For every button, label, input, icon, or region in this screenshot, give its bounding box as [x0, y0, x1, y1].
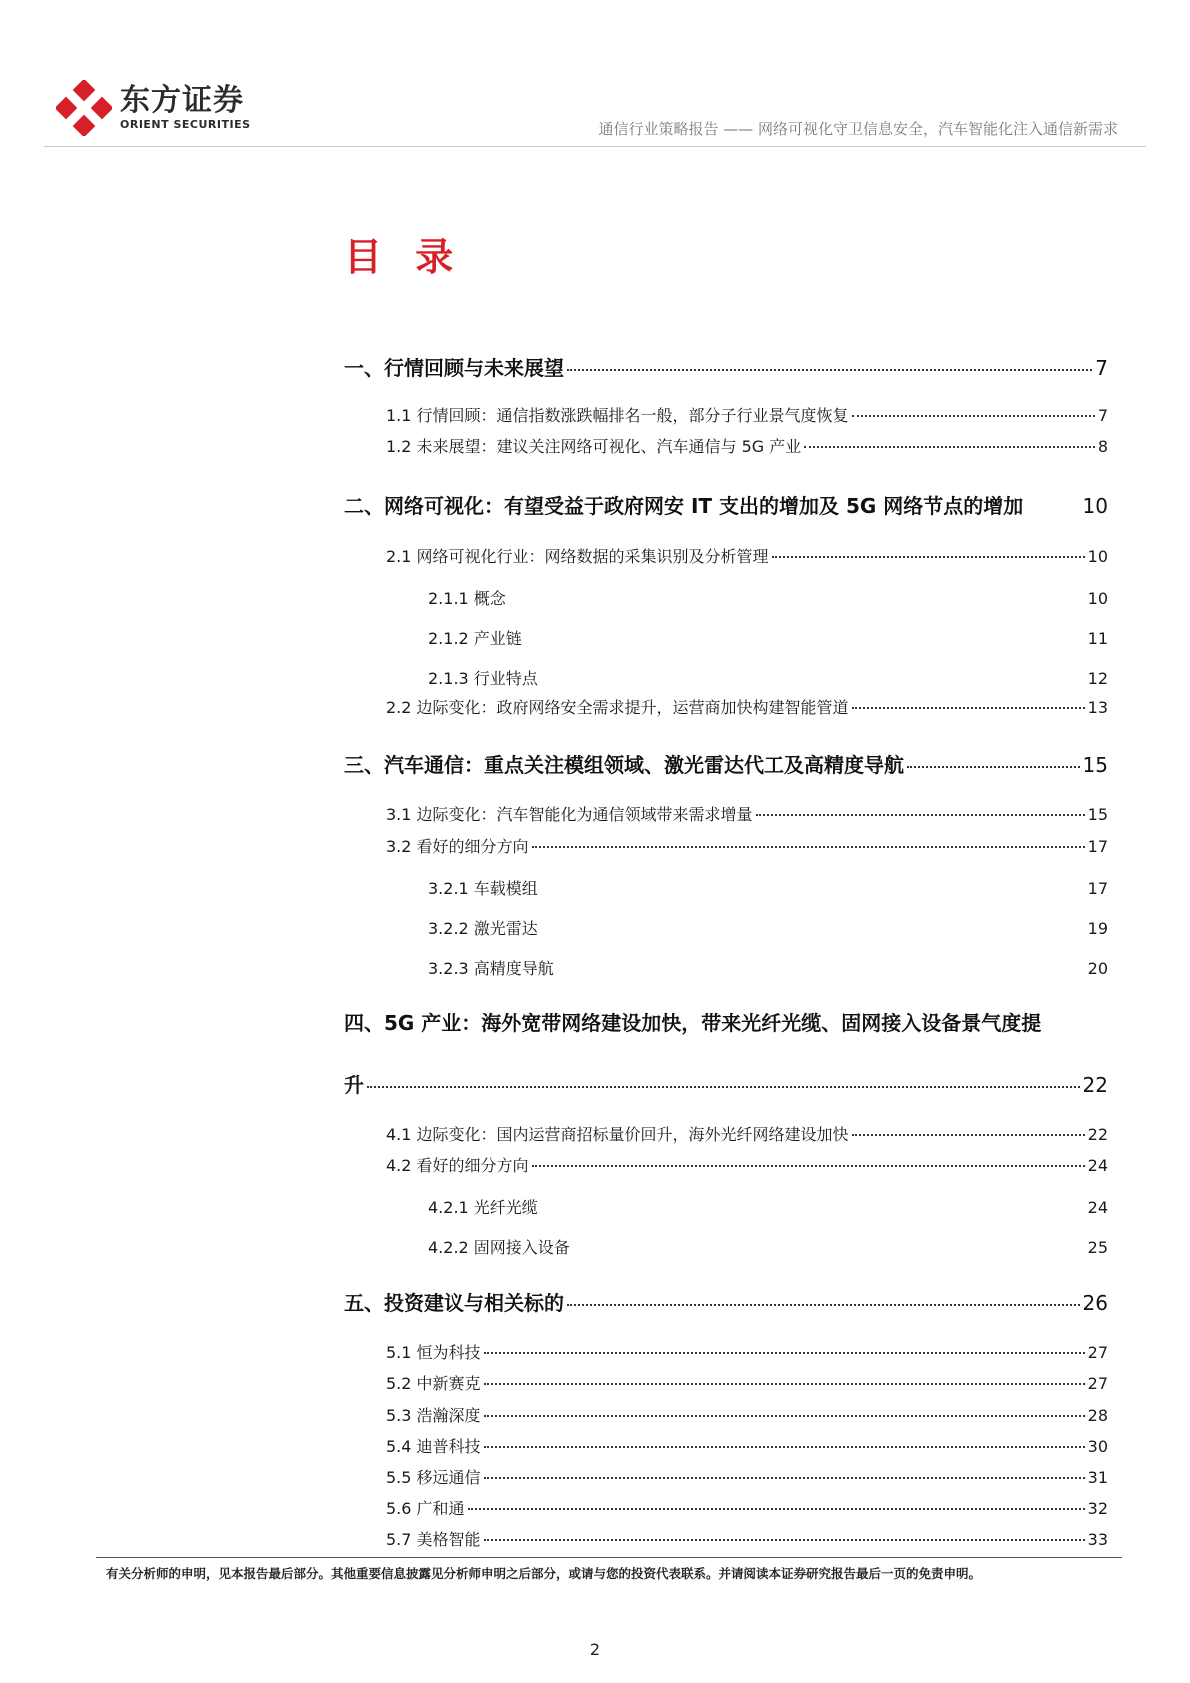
toc-entry-1-1[interactable]: [386, 403, 1108, 426]
toc-entry-page: 17: [1087, 837, 1108, 856]
toc-entry-page: 24: [1087, 1198, 1108, 1217]
toc-entry-2-2[interactable]: [386, 695, 1108, 718]
toc-entry-page: 26: [1082, 1291, 1108, 1315]
toc-entry-text: 3.1 边际变化：汽车智能化为通信领域带来需求增量: [386, 805, 753, 824]
leader-dots: [852, 1134, 1085, 1136]
toc-entry-text: 4.1 边际变化：国内运营商招标量价回升，海外光纤网络建设加快: [386, 1125, 849, 1144]
orient-securities-logo-icon: [56, 80, 112, 136]
toc-entry-5-3[interactable]: [386, 1403, 1108, 1426]
toc-entry-page: 33: [1087, 1530, 1108, 1549]
toc-entry-text: 4.2.2 固网接入设备: [428, 1238, 570, 1257]
toc-entry-page: 22: [1082, 1073, 1108, 1097]
leader-dots: [484, 1415, 1085, 1417]
toc-entry-text: 四、5G 产业：海外宽带网络建设加快，带来光纤光缆、固网接入设备景气度提: [344, 1011, 1042, 1035]
toc-entry-chapter-5[interactable]: [344, 1287, 1108, 1316]
toc-entry-text: 1.2 未来展望：建议关注网络可视化、汽车通信与 5G 产业: [386, 437, 802, 456]
toc-entry-3-2-1[interactable]: [428, 876, 1108, 899]
leader-dots: [484, 1446, 1085, 1448]
toc-entry-page: 11: [1087, 629, 1108, 648]
toc-entry-chapter-4-line2[interactable]: [344, 1069, 1108, 1098]
toc-entry-chapter-3[interactable]: [344, 749, 1108, 778]
leader-dots: [367, 1086, 1080, 1088]
toc-entry-2-1-1[interactable]: [428, 586, 1108, 609]
toc-entry-text: 一、行情回顾与未来展望: [344, 356, 564, 380]
toc-entry-text: 5.6 广和通: [386, 1499, 465, 1518]
toc-entry-page: 32: [1087, 1499, 1108, 1518]
toc-entry-page: 17: [1087, 879, 1108, 898]
toc-entry-page: 27: [1087, 1374, 1108, 1393]
toc-entry-page: 28: [1087, 1406, 1108, 1425]
toc-entry-text: 五、投资建议与相关标的: [344, 1291, 564, 1315]
leader-dots: [484, 1352, 1085, 1354]
toc-entry-5-1[interactable]: [386, 1340, 1108, 1363]
toc-entry-page: 7: [1095, 356, 1108, 380]
toc-entry-chapter-1[interactable]: [344, 352, 1108, 381]
toc-entry-page: 22: [1087, 1125, 1108, 1144]
toc-entry-text: 5.5 移远通信: [386, 1468, 481, 1487]
leader-dots: [484, 1383, 1085, 1385]
toc-entry-text: 三、汽车通信：重点关注模组领域、激光雷达代工及高精度导航: [344, 753, 904, 777]
toc-entry-page: 10: [1087, 589, 1108, 608]
toc-entry-page: 15: [1082, 753, 1108, 777]
toc-entry-page: 19: [1087, 919, 1108, 938]
toc-entry-text: 3.2.3 高精度导航: [428, 959, 554, 978]
toc-entry-text: 5.7 美格智能: [386, 1530, 481, 1549]
toc-entry-page: 25: [1087, 1238, 1108, 1257]
toc-entry-4-1[interactable]: [386, 1122, 1108, 1145]
toc-entry-page: 15: [1087, 805, 1108, 824]
toc-entry-3-2-3[interactable]: [428, 956, 1108, 979]
toc-entry-text: 4.2.1 光纤光缆: [428, 1198, 538, 1217]
toc-entry-text: 3.2.2 激光雷达: [428, 919, 538, 938]
toc-entry-5-7[interactable]: [386, 1527, 1108, 1550]
toc-entry-page: 20: [1087, 959, 1108, 978]
toc-entry-page: 24: [1087, 1156, 1108, 1175]
toc-entry-page: 10: [1082, 494, 1108, 518]
toc-entry-text: 2.1.1 概念: [428, 589, 506, 608]
toc-entry-page: 30: [1087, 1437, 1108, 1456]
toc-entry-text: 3.2 看好的细分方向: [386, 837, 529, 856]
toc-entry-text: 4.2 看好的细分方向: [386, 1156, 529, 1175]
toc-entry-text: 2.1.3 行业特点: [428, 669, 538, 688]
brand-name-cn: 东方证券: [120, 83, 244, 118]
leader-dots: [804, 446, 1095, 448]
report-header-title: 通信行业策略报告 —— 网络可视化守卫信息安全，汽车智能化注入通信新需求: [598, 120, 1118, 138]
footer-disclaimer: 有关分析师的申明，见本报告最后部分。其他重要信息披露见分析师申明之后部分，或请与您的投资代表联系。并请阅读本证券研究报告最后一页的免责申明。: [106, 1566, 982, 1581]
brand-logo: [56, 80, 251, 136]
toc-entry-2-1-3[interactable]: [428, 666, 1108, 689]
toc-entry-5-5[interactable]: [386, 1465, 1108, 1488]
toc-entry-1-2[interactable]: [386, 434, 1108, 457]
leader-dots: [852, 415, 1095, 417]
toc-entry-page: 8: [1097, 437, 1108, 456]
toc-entry-page: 7: [1097, 406, 1108, 425]
toc-entry-4-2-2[interactable]: [428, 1235, 1108, 1258]
toc-entry-text: 二、网络可视化：有望受益于政府网安 IT 支出的增加及 5G 网络节点的增加: [344, 494, 1024, 518]
brand-name-en: ORIENT SECURITIES: [120, 118, 251, 131]
toc-entry-text: 升: [344, 1073, 364, 1097]
leader-dots: [532, 846, 1085, 848]
leader-dots: [567, 369, 1092, 371]
toc-entry-text: 3.2.1 车载模组: [428, 879, 538, 898]
leader-dots: [852, 707, 1085, 709]
header-divider: [44, 146, 1146, 147]
toc-entry-chapter-4-line1[interactable]: [344, 1007, 1108, 1036]
leader-dots: [756, 814, 1085, 816]
toc-entry-5-2[interactable]: [386, 1371, 1108, 1394]
toc-entry-3-2[interactable]: [386, 834, 1108, 857]
toc-entry-text: 5.4 迪普科技: [386, 1437, 481, 1456]
page-number: 2: [589, 1640, 601, 1659]
toc-entry-4-2-1[interactable]: [428, 1195, 1108, 1218]
toc-entry-3-2-2[interactable]: [428, 916, 1108, 939]
toc-entry-text: 2.2 边际变化：政府网络安全需求提升，运营商加快构建智能管道: [386, 698, 849, 717]
toc-entry-text: 5.2 中新赛克: [386, 1374, 481, 1393]
leader-dots: [772, 556, 1085, 558]
toc-entry-5-6[interactable]: [386, 1496, 1108, 1519]
toc-entry-2-1[interactable]: [386, 544, 1108, 567]
toc-entry-5-4[interactable]: [386, 1434, 1108, 1457]
leader-dots: [468, 1508, 1085, 1510]
leader-dots: [484, 1477, 1085, 1479]
toc-entry-chapter-2[interactable]: [344, 490, 1108, 519]
toc-entry-text: 5.1 恒为科技: [386, 1343, 481, 1362]
toc-entry-text: 1.1 行情回顾：通信指数涨跌幅排名一般，部分子行业景气度恢复: [386, 406, 849, 425]
toc-entry-page: 12: [1087, 669, 1108, 688]
toc-entry-page: 10: [1087, 547, 1108, 566]
toc-entry-3-1[interactable]: [386, 802, 1108, 825]
footer-divider: [96, 1557, 1122, 1558]
toc-title: 目 录: [344, 235, 464, 279]
toc-entry-2-1-2[interactable]: [428, 626, 1108, 649]
toc-entry-text: 2.1 网络可视化行业：网络数据的采集识别及分析管理: [386, 547, 769, 566]
toc-entry-text: 2.1.2 产业链: [428, 629, 522, 648]
leader-dots: [532, 1165, 1085, 1167]
toc-entry-4-2[interactable]: [386, 1153, 1108, 1176]
toc-entry-page: 27: [1087, 1343, 1108, 1362]
leader-dots: [484, 1539, 1085, 1541]
leader-dots: [907, 766, 1080, 768]
toc-entry-text: 5.3 浩瀚深度: [386, 1406, 481, 1425]
toc-entry-page: 13: [1087, 698, 1108, 717]
toc-entry-page: 31: [1087, 1468, 1108, 1487]
leader-dots: [567, 1304, 1080, 1306]
